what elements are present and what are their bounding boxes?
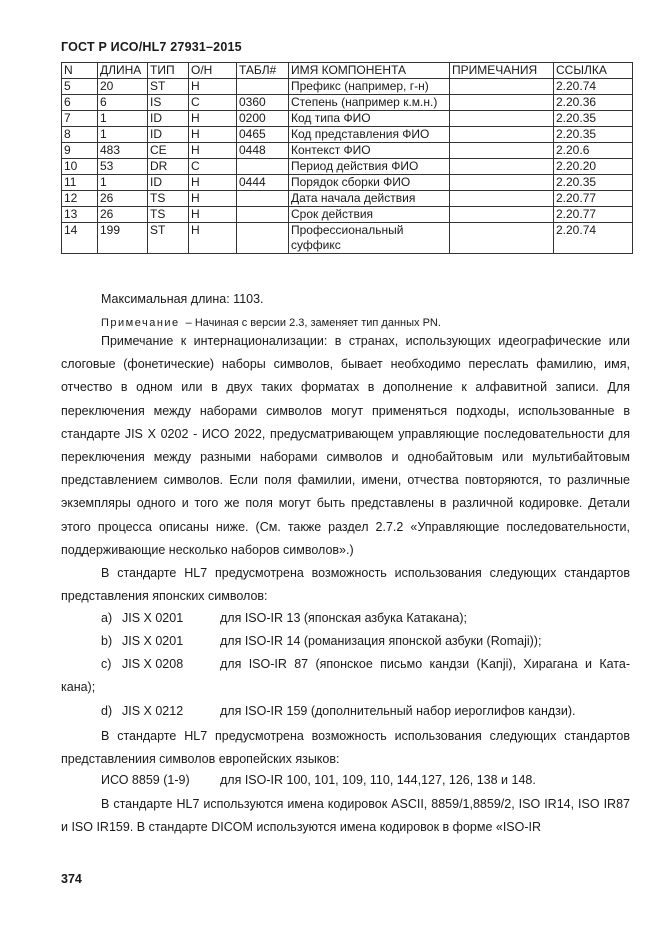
table-cell-type: ID xyxy=(148,175,189,191)
paragraph-japanese-intro: В стандарте HL7 предусмотрена возможность использования следующих стандартов представления японских символов: xyxy=(61,566,630,604)
paragraph-internationalization: Примечание к интернационализации: в странах, использующих идеографические или слоговые (фонетические) наборы символов, бывает необходимо переслать фамилию, имя, отчество в одном или в двух таких форматах в дополнение к алфавитной записи. Для переключения между наборами символов могут применяться подходы, использованные в стандарте JIS X 0202 - ИСО 2022, предусматривающем управляющие последовательности для переключения между разными наборами символов и однобайтовым или мультибайтовым представлением символов. Если поля фамилии, имени, отчества повторяются, то различные экземпляры одного и того же поля могут быть представлены в различной кодировке. Детали этого процесса описаны ниже. (См. также раздел 2.7.2 «Управляющие последовательности, поддерживающие несколько наборов символов».) xyxy=(61,334,630,557)
table-cell-table xyxy=(237,191,289,207)
table-cell-n: 6 xyxy=(62,95,98,111)
table-cell-ref: 2.20.77 xyxy=(554,191,633,207)
table-row xyxy=(62,223,633,254)
table-cell-type: TS xyxy=(148,207,189,223)
table-row xyxy=(62,111,633,127)
table-cell-table xyxy=(237,159,289,175)
table-cell-n: 13 xyxy=(62,207,98,223)
document-header: ГОСТ Р ИСО/HL7 27931–2015 xyxy=(61,40,242,54)
table-cell-table xyxy=(237,207,289,223)
table-cell-n: 9 xyxy=(62,143,98,159)
col-header: ССЫЛКА xyxy=(554,63,633,79)
col-header: ТИП xyxy=(148,63,189,79)
table-cell-opt: Н xyxy=(189,207,237,223)
table-row xyxy=(62,127,633,143)
col-header: О/Н xyxy=(189,63,237,79)
table-row xyxy=(62,159,633,175)
col-header: ТАБЛ# xyxy=(237,63,289,79)
table-cell-n: 10 xyxy=(62,159,98,175)
table-cell-notes xyxy=(450,127,554,143)
col-header: N xyxy=(62,63,98,79)
table-cell-name: Дата начала действия xyxy=(289,191,450,207)
document-page: ГОСТ Р ИСО/HL7 27931–2015 N ДЛИНА ТИП О/Н ТАБЛ# ИМЯ КОМПОНЕНТА ПРИМЕЧАНИЯ ССЫЛКА 5 20 ST Н Префикс (например, г-н) 2.20.74 6 6 IS С 0360 Степень (например к.м.н.) 2.20.36 7 1 ID Н 0200 Код типа ФИО 2.20.35 8 1 ID Н 0465 Код представления ФИО 2.20.35 9 483 CE Н 0448 Контекст ФИО 2.20.6 10 53 DR С Период действия ФИО 2.20.20 11 1 ID Н 0444 Порядок сборки ФИО 2.20.35 12 26 TS Н Дата начала действия 2.20.77 13 26 TS Н Срок действия 2.20.77 14 199 ST Н Профессиональный суффикс 2.20.74 Максимальная длина: 1103. Примечание – Начиная с версии 2.3, заменяет тип данных PN. Примечание к интернационализации: в странах, использующих идеографические или слоговые (фонетические) наборы символов, бывает необходимо переслать фамилию, имя, отчество в одном или в двух таких форматах в дополнение к алфавитной записи. Для переключения между наборами символов могут применяться подходы, использованные в стандарте JIS X 0202 - ИСО 2022, предусматривающем управляющие последовательности для переключения между разными наборами символов и однобайтовым или мультибайтовым представлением символов. Если поля фамилии, имени, отчества повторяются, то различные экземпляры одного и того же поля могут быть представлены в различной кодировке. Детали этого процесса описаны ниже. (См. также раздел 2.7.2 «Управляющие последовательности, поддерживающие несколько наборов символов».) В стандарте HL7 предусмотрена возможность использования следующих стандартов представления японских символов: a) JIS X 0201 для ISO-IR 13 (японская азбука Катакана); b) JIS X 0201 для ISO-IR 14 (романизация японской азбуки (Romaji)); c) JIS X 0208 для ISO-IR 87 (японское письмо кандзи (Kanji), Хирагана и Ката- кана); d) JIS X 0212 для ISO-IR 159 (дополнительный набор иероглифов кандзи). В стандарте HL7 предусмотрена возможность использования следующих стандартов представлениия символов европейских языков: ИСО 8859 (1-9) для ISO-IR 100, 101, 109, 110, 144,127, 126, 138 и 148. В стандарте HL7 используются имена кодировок ASCII, 8859/1,8859/2, ISO IR14, ISO IR87 и ISO IR159. В стандарте DICOM используются имена кодировок в форме «ISO-IR 374 xyxy=(0,0,661,935)
table-cell-opt: Н xyxy=(189,127,237,143)
table-cell-type: TS xyxy=(148,191,189,207)
table-cell-notes xyxy=(450,159,554,175)
table-cell-name: Префикс (например, г-н) xyxy=(289,79,450,95)
table-cell-type: ST xyxy=(148,79,189,95)
table-cell-notes xyxy=(450,175,554,191)
table-cell-n: 7 xyxy=(62,111,98,127)
table-cell-notes xyxy=(450,143,554,159)
table-cell-name: Степень (например к.м.н.) xyxy=(289,95,450,111)
table-cell-opt: Н xyxy=(189,175,237,191)
table-cell-length: 1 xyxy=(98,111,148,127)
table-row xyxy=(62,175,633,191)
col-header: ИМЯ КОМПОНЕНТА xyxy=(289,63,450,79)
table-cell-opt: Н xyxy=(189,79,237,95)
table-cell-length: 26 xyxy=(98,207,148,223)
note-label: Примечание xyxy=(101,317,180,329)
table-cell-table: 0444 xyxy=(237,175,289,191)
table-cell-ref: 2.20.35 xyxy=(554,127,633,143)
table-cell-length: 199 xyxy=(98,223,148,254)
table-cell-type: ST xyxy=(148,223,189,254)
table-cell-n: 8 xyxy=(62,127,98,143)
table-cell-ref: 2.20.74 xyxy=(554,79,633,95)
table-cell-notes xyxy=(450,207,554,223)
table-cell-name: Порядок сборки ФИО xyxy=(289,175,450,191)
table-cell-ref: 2.20.20 xyxy=(554,159,633,175)
page-number: 374 xyxy=(61,872,82,886)
col-header: ПРИМЕЧАНИЯ xyxy=(450,63,554,79)
table-cell-name: Контекст ФИО xyxy=(289,143,450,159)
table-cell-length: 6 xyxy=(98,95,148,111)
table-cell-table xyxy=(237,223,289,254)
component-table xyxy=(61,62,633,254)
table-row xyxy=(62,207,633,223)
table-cell-table xyxy=(237,79,289,95)
note xyxy=(101,317,441,329)
table-cell-table: 0465 xyxy=(237,127,289,143)
table-header-row xyxy=(62,63,633,79)
table-cell-name: Период действия ФИО xyxy=(289,159,450,175)
table-cell-length: 26 xyxy=(98,191,148,207)
table-cell-type: DR xyxy=(148,159,189,175)
table-cell-n: 5 xyxy=(62,79,98,95)
table-cell-ref: 2.20.6 xyxy=(554,143,633,159)
table-cell-notes xyxy=(450,223,554,254)
table-body xyxy=(62,79,633,254)
paragraph-european-intro: В стандарте HL7 предусмотрена возможность использования следующих стандартов представлениия символов европейских языков: xyxy=(61,729,630,767)
table-cell-name: Код представления ФИО xyxy=(289,127,450,143)
table-cell-type: ID xyxy=(148,111,189,127)
table-cell-n: 12 xyxy=(62,191,98,207)
table-cell-table: 0448 xyxy=(237,143,289,159)
table-cell-name: Профессиональный суффикс xyxy=(289,223,450,254)
table-row xyxy=(62,95,633,111)
table-cell-table: 0360 xyxy=(237,95,289,111)
table-cell-opt: Н xyxy=(189,223,237,254)
table-cell-ref: 2.20.36 xyxy=(554,95,633,111)
table-cell-ref: 2.20.74 xyxy=(554,223,633,254)
table-cell-name: Срок действия xyxy=(289,207,450,223)
table-cell-n: 11 xyxy=(62,175,98,191)
table-cell-name: Код типа ФИО xyxy=(289,111,450,127)
table-row xyxy=(62,191,633,207)
table-cell-n: 14 xyxy=(62,223,98,254)
table-cell-notes xyxy=(450,95,554,111)
table-row xyxy=(62,143,633,159)
table-cell-length: 483 xyxy=(98,143,148,159)
table-cell-type: ID xyxy=(148,127,189,143)
paragraph-encodings: В стандарте HL7 используются имена кодировок ASCII, 8859/1,8859/2, ISO IR14, ISO IR87 и ISO IR159. В стандарте DICOM используются имена кодировок в форме «ISO-IR xyxy=(61,797,630,835)
table-cell-opt: Н xyxy=(189,191,237,207)
note-text: – Начиная с версии 2.3, заменяет тип данных PN. xyxy=(185,317,441,329)
table-cell-table: 0200 xyxy=(237,111,289,127)
table-row xyxy=(62,79,633,95)
table-cell-ref: 2.20.77 xyxy=(554,207,633,223)
table-cell-ref: 2.20.35 xyxy=(554,111,633,127)
table-cell-notes xyxy=(450,111,554,127)
col-header: ДЛИНА xyxy=(98,63,148,79)
table-cell-type: IS xyxy=(148,95,189,111)
max-length-text: Максимальная длина: 1103. xyxy=(101,292,264,306)
table-cell-length: 53 xyxy=(98,159,148,175)
table-cell-opt: С xyxy=(189,95,237,111)
table-cell-type: CE xyxy=(148,143,189,159)
table-cell-notes xyxy=(450,191,554,207)
table-cell-length: 1 xyxy=(98,127,148,143)
table-cell-length: 1 xyxy=(98,175,148,191)
table-cell-notes xyxy=(450,79,554,95)
table-cell-length: 20 xyxy=(98,79,148,95)
table-cell-ref: 2.20.35 xyxy=(554,175,633,191)
table-cell-opt: С xyxy=(189,159,237,175)
table-cell-opt: Н xyxy=(189,111,237,127)
table-cell-opt: Н xyxy=(189,143,237,159)
